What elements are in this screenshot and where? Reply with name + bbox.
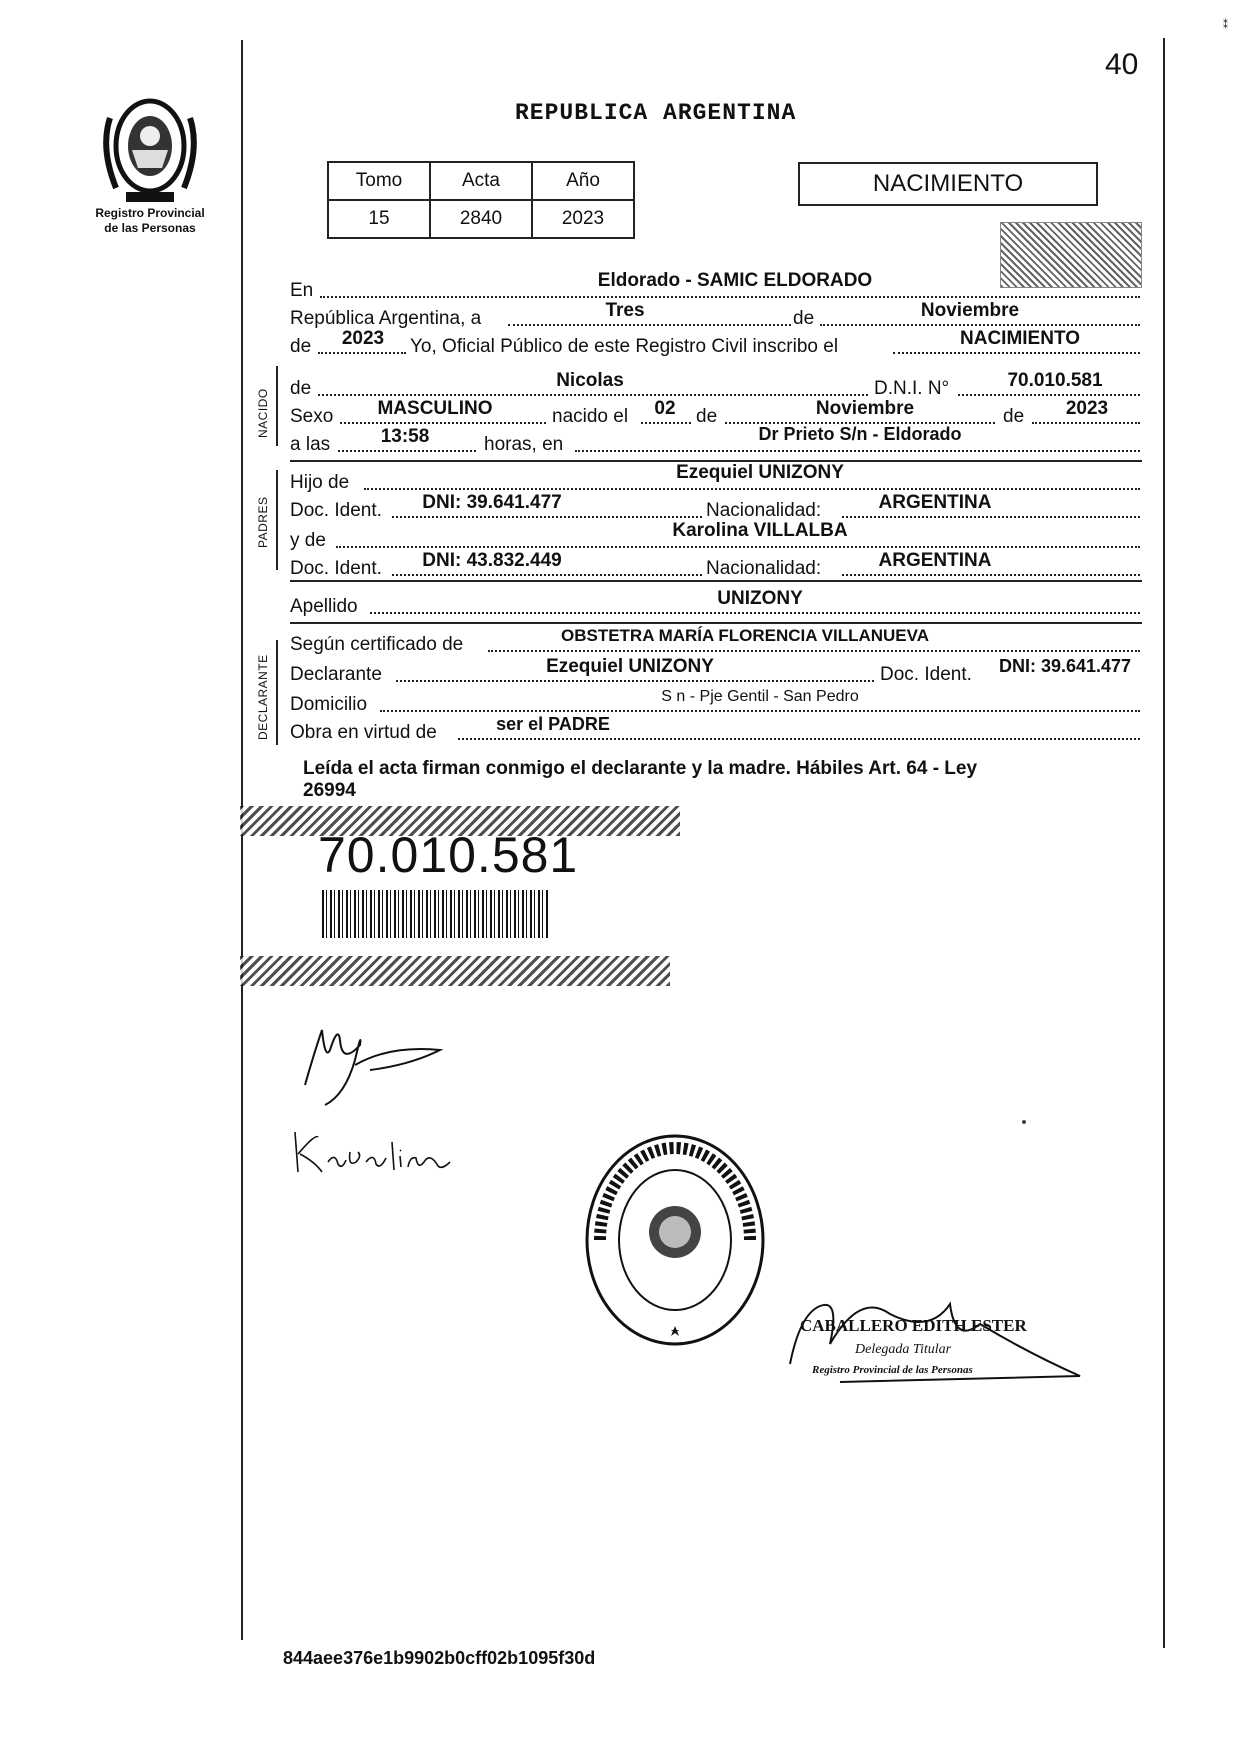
declarant-signature	[300, 1010, 460, 1110]
logo-caption-line2: de las Personas	[104, 221, 196, 235]
mother-doc-label: Doc. Ident.	[290, 558, 382, 579]
right-margin-line	[1163, 38, 1165, 1648]
act-type-box: NACIMIENTO	[798, 162, 1098, 206]
declarant-name: Ezequiel UNIZONY	[546, 656, 714, 677]
y-de-label: y de	[290, 530, 326, 551]
section-padres-label: PADRES	[256, 496, 270, 548]
stamp-role: Delegada Titular	[855, 1342, 952, 1357]
domicilio-value: S n - Pje Gentil - San Pedro	[661, 688, 859, 705]
acta-value: 2840	[430, 200, 532, 238]
de-label-2: de	[290, 336, 312, 357]
divider-2	[290, 580, 1142, 582]
security-hologram	[1000, 222, 1142, 288]
barcode	[322, 890, 548, 938]
birth-month: Noviembre	[815, 398, 915, 419]
edge-mark: ⁑	[1223, 20, 1228, 31]
mother-signature	[290, 1122, 460, 1182]
child-name: Nicolas	[556, 370, 624, 391]
surname-value: UNIZONY	[717, 588, 803, 609]
dni-label: D.N.I. N°	[874, 378, 950, 399]
hijo-de-label: Hijo de	[290, 472, 350, 493]
father-name: Ezequiel UNIZONY	[676, 462, 844, 483]
registration-year: 2023	[341, 328, 385, 349]
domicilio-label: Domicilio	[290, 694, 368, 715]
obra-label: Obra en virtud de	[290, 722, 437, 743]
col-acta-header: Acta	[430, 162, 532, 200]
father-doc-label: Doc. Ident.	[290, 500, 382, 521]
nacido-de-label-3: de	[1003, 406, 1025, 427]
province-emblem	[90, 88, 210, 208]
birth-place: Dr Prieto S/n - Eldorado	[758, 424, 962, 444]
oficial-text: Yo, Oficial Público de este Registro Civil inscribo el	[410, 336, 839, 357]
record-table	[327, 161, 635, 239]
country-title: REPUBLICA ARGENTINA	[515, 100, 797, 126]
registration-month: Noviembre	[920, 300, 1020, 321]
closing-line-1: Leída el acta firman conmigo el declarante y la madre. Hábiles Art. 64 - Ley	[303, 758, 978, 779]
divider-3	[290, 622, 1142, 624]
declarante-label: Declarante	[290, 664, 382, 685]
nacido-de-label: de	[290, 378, 312, 399]
obra-value: ser el PADRE	[496, 714, 610, 734]
tomo-value: 15	[328, 200, 430, 238]
page-number: 40	[1105, 48, 1139, 81]
child-dni: 70.010.581	[1007, 370, 1103, 391]
col-anio-header: Año	[532, 162, 634, 200]
registration-day: Tres	[605, 300, 645, 321]
declarant-doc: DNI: 39.641.477	[998, 656, 1132, 676]
de-label-1: de	[793, 308, 815, 329]
a-las-label: a las	[290, 434, 331, 455]
en-label: En	[290, 280, 314, 301]
mother-nationality: ARGENTINA	[878, 550, 992, 571]
declarant-doc-label: Doc. Ident.	[880, 664, 972, 685]
sticker-pattern-bottom	[240, 956, 670, 986]
anio-value: 2023	[532, 200, 634, 238]
father-nat-label: Nacionalidad:	[706, 500, 822, 521]
closing-line-2: 26994	[303, 780, 356, 801]
segun-label: Según certificado de	[290, 634, 464, 655]
inscription-type: NACIMIENTO	[960, 328, 1080, 349]
certificate-issuer: OBSTETRA MARÍA FLORENCIA VILLANUEVA	[560, 626, 929, 645]
nacido-de-label-2: de	[696, 406, 718, 427]
mother-doc: DNI: 43.832.449	[422, 550, 562, 571]
child-sex: MASCULINO	[377, 398, 493, 419]
horas-label: horas, en	[484, 434, 564, 455]
apellido-label: Apellido	[290, 596, 358, 617]
section-nacido-label: NACIDO	[256, 388, 270, 438]
official-seal	[580, 1130, 770, 1350]
birth-day: 02	[654, 398, 676, 419]
mother-name: Karolina VILLALBA	[672, 520, 848, 541]
stamp-office: Registro Provincial de las Personas	[812, 1364, 973, 1376]
birth-year: 2023	[1065, 398, 1109, 419]
republica-label: República Argentina, a	[290, 308, 482, 329]
document-hash: 844aee376e1b9902b0cff02b1095f30d	[283, 1648, 596, 1668]
father-doc: DNI: 39.641.477	[422, 492, 562, 513]
birth-time: 13:58	[380, 426, 430, 447]
left-margin-line	[241, 40, 243, 1640]
nacido-el-label: nacido el	[552, 406, 629, 427]
logo-caption	[70, 206, 230, 236]
speck	[1022, 1120, 1026, 1124]
logo-caption-line1: Registro Provincial	[95, 206, 205, 220]
col-tomo-header: Tomo	[328, 162, 430, 200]
sticker-number: 70.010.581	[318, 827, 579, 883]
registration-place: Eldorado - SAMIC ELDORADO	[597, 270, 873, 291]
sexo-label: Sexo	[290, 406, 334, 427]
mother-nat-label: Nacionalidad:	[706, 558, 822, 579]
section-declarante-label: DECLARANTE	[256, 654, 270, 740]
father-nationality: ARGENTINA	[878, 492, 992, 513]
stamp-name: CABALLERO EDITH ESTER	[800, 1316, 1027, 1335]
